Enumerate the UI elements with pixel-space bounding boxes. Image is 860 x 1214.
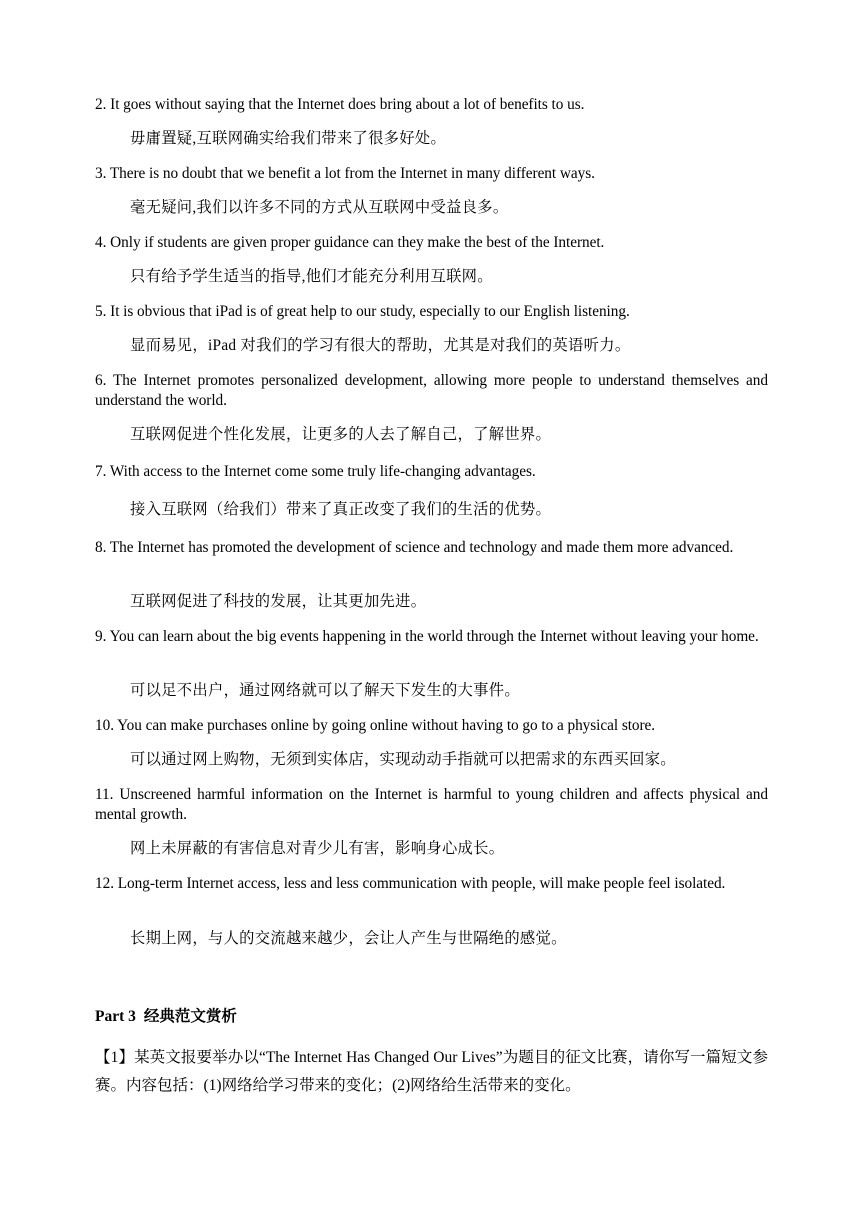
- sentence-2-zh: 毋庸置疑,互联网确实给我们带来了很多好处。: [130, 130, 447, 147]
- sentence-12-en: 12. Long-term Internet access, less and less communication with people, will make people feel isolated.: [95, 875, 726, 892]
- task-prompt: 【1】某英文报要举办以“The Internet Has Changed Our Lives”为题目的征文比赛，请你写一篇短文参赛。内容包括：(1)网络给学习带来的变化；(2)网络给生活带来的变化。: [95, 1049, 768, 1094]
- sentence-3-zh: 毫无疑问,我们以许多不同的方式从互联网中受益良多。: [130, 199, 509, 216]
- sentence-10-zh: 可以通过网上购物，无须到实体店，实现动动手指就可以把需求的东西买回家。: [130, 751, 676, 768]
- sentence-7-en: 7. With access to the Internet come some truly life-changing advantages.: [95, 463, 536, 480]
- sentence-5-zh: 显而易见，iPad 对我们的学习有很大的帮助，尤其是对我们的英语听力。: [130, 337, 631, 354]
- sentence-6-en: 6. The Internet promotes personalized development, allowing more people to understand themselves and understand the world.: [95, 372, 768, 409]
- sentence-5-en: 5. It is obvious that iPad is of great help to our study, especially to our English listening.: [95, 303, 630, 320]
- sentence-4-zh: 只有给予学生适当的指导,他们才能充分利用互联网。: [130, 268, 493, 285]
- sentence-10-en: 10. You can make purchases online by going online without having to go to a physical store.: [95, 717, 656, 734]
- sentence-9-zh: 可以足不出户，通过网络就可以了解天下发生的大事件。: [130, 682, 520, 699]
- sentence-11-en: 11. Unscreened harmful information on the Internet is harmful to young children and affects physical and mental growth.: [95, 786, 768, 823]
- sentence-3-en: 3. There is no doubt that we benefit a lot from the Internet in many different ways.: [95, 165, 595, 182]
- section-title: 经典范文赏析: [143, 1008, 237, 1025]
- sentence-2-en: 2. It goes without saying that the Internet does bring about a lot of benefits to us.: [95, 96, 585, 113]
- sentence-8-zh: 互联网促进了科技的发展，让其更加先进。: [130, 593, 427, 610]
- sentence-7-zh: 接入互联网（给我们）带来了真正改变了我们的生活的优势。: [130, 501, 552, 518]
- section-label: Part 3: [95, 1008, 136, 1025]
- sentence-12-zh: 长期上网，与人的交流越来越少，会让人产生与世隔绝的感觉。: [130, 930, 567, 947]
- sentence-11-zh: 网上未屏蔽的有害信息对青少儿有害，影响身心成长。: [130, 840, 505, 857]
- sentence-9-en: 9. You can learn about the big events happening in the world through the Internet without leaving your home.: [95, 628, 759, 645]
- sentence-4-en: 4. Only if students are given proper guidance can they make the best of the Internet.: [95, 234, 605, 251]
- section-heading: [95, 1007, 237, 1027]
- sentence-8-en: 8. The Internet has promoted the development of science and technology and made them more advanced.: [95, 539, 734, 556]
- sentence-6-zh: 互联网促进个性化发展，让更多的人去了解自己，了解世界。: [130, 426, 552, 443]
